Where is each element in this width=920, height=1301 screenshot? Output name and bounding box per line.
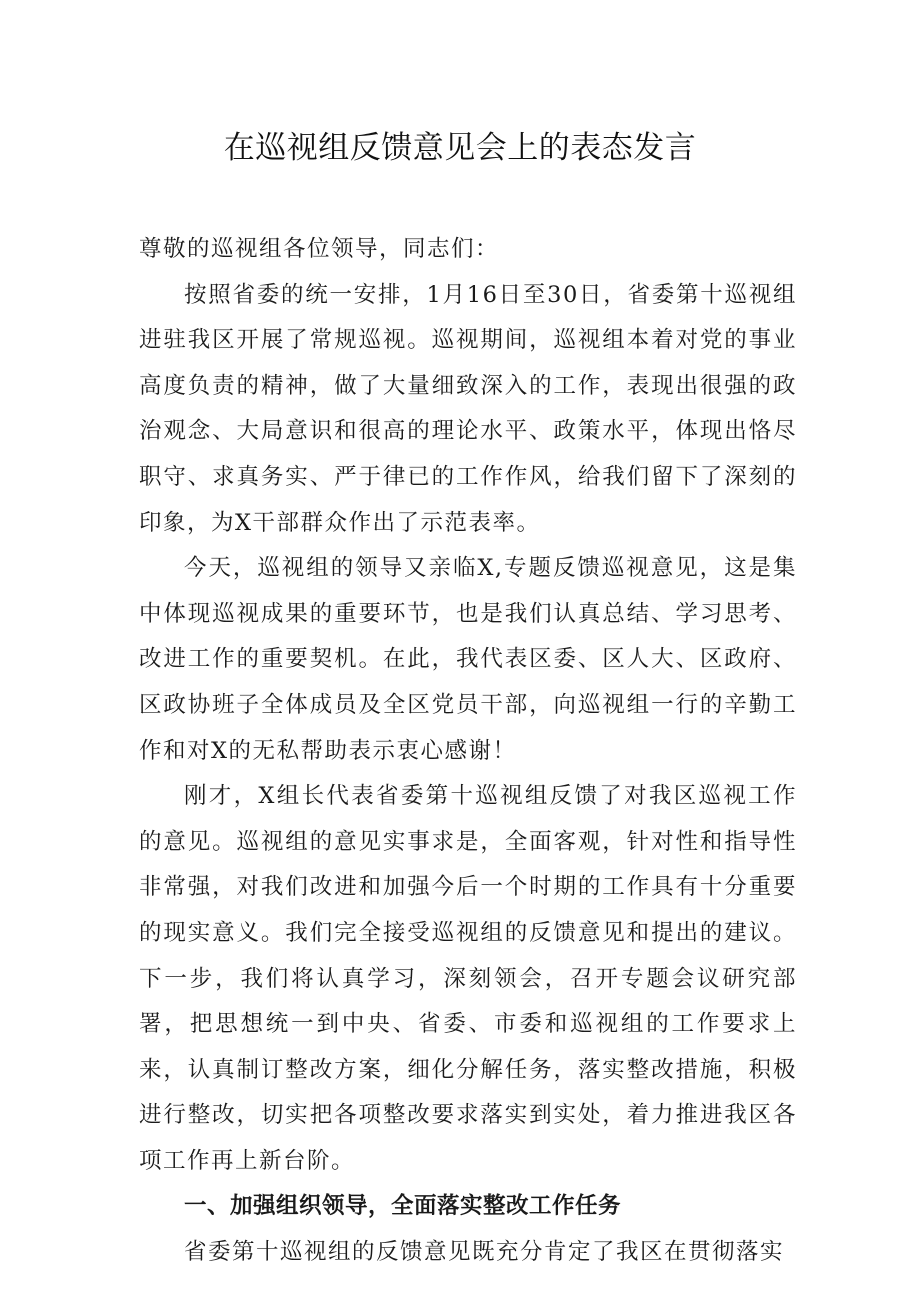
paragraph-1: 按照省委的统一安排，1月16日至30日，省委第十巡视组进驻我区开展了常规巡视。巡视期间，巡视组本着对党的事业高度负责的精神，做了大量细致深入的工作，表现出很强的政治观念、大局意识和很高的理论水平、政策水平，体现出恪尽职守、求真务实、严于律已的工作作风，给我们留下了深刻的印象，为X干部群众作出了示范表率。 bbox=[139, 281, 797, 536]
document-body bbox=[139, 227, 797, 1276]
paragraph-3: 刚才，X组长代表省委第十巡视组反馈了对我区巡视工作的意见。巡视组的意见实事求是，全面客观，针对性和指导性非常强，对我们改进和加强今后一个时期的工作具有十分重要的现实意义。我们完全接受巡视组的反馈意见和提出的建议。下一步，我们将认真学习，深刻领会，召开专题会议研究部署，把思想统一到中央、省委、市委和巡视组的工作要求上来，认真制订整改方案，细化分解任务，落实整改措施，积极进行整改，切实把各项整改要求落实到实处，着力推进我区各项工作再上新台阶。 bbox=[139, 783, 797, 1174]
salutation: 尊敬的巡视组各位领导，同志们： bbox=[139, 236, 500, 262]
document-title: 在巡视组反馈意见会上的表态发言 bbox=[223, 130, 697, 166]
paragraph-4: 省委第十巡视组的反馈意见既充分肯定了我区在贯彻落实 bbox=[184, 1239, 785, 1266]
paragraph-2: 今天，巡视组的领导又亲临X,专题反馈巡视意见，这是集中体现巡视成果的重要环节，也是我们认真总结、学习思考、改进工作的重要契机。在此，我代表区委、区人大、区政府、区政协班子全体成员及全区党员干部，向巡视组一行的辛勤工作和对X的无私帮助表示衷心感谢！ bbox=[139, 555, 797, 764]
section-heading: 一、加强组织领导，全面落实整改工作任务 bbox=[184, 1193, 622, 1220]
